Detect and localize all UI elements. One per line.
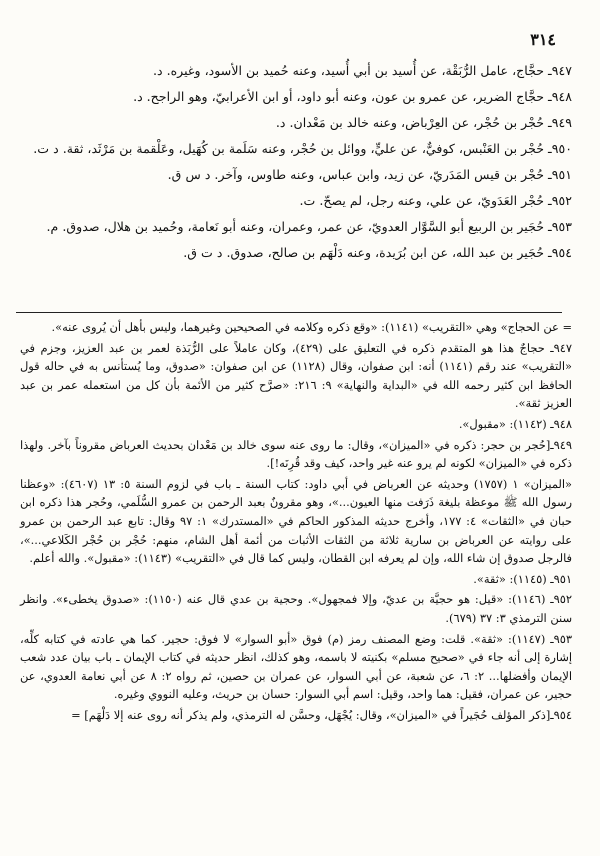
- note-947: ٩٤٧ـ حجاجٌ هذا هو المتقدم ذكره في التعليق على (٤٢٩)، وكان عاملاً على الرُّبَذة لعمر بن عبد العزيز، وجزم في «التقريب» عند رقم (١١٤١) أنه: ابن صفوان، وقال (١١٢٨) عن ابن صفوان: «صدوق، وما يُستأنس به في حاله قول الحافظ ابن كثير رحمه الله في «البداية والنهاية» ٩: ٢١٦: «صرَّح كثير من الأئمة بأن كل من استعمله عمر بن عبد العزيز ثقة».: [20, 340, 572, 411]
- note-948: ٩٤٨ـ (١١٤٢): «مقبول».: [458, 416, 572, 431]
- footnote-divider: [16, 312, 576, 316]
- note-continuation: = عن الحجاج» وهي «التقريب» (١١٤١): «وقع ذكره وكلامه في الصحيحين وغيرهما، وليس بأهل أن يُروى عنه».: [51, 320, 572, 334]
- note-953: ٩٥٣ـ (١١٤٧): «ثقة». قلت: وضع المصنف رمز (م) فوق «أبو السوار» لا فوق: حجير. كما هي عادته في كتابه كلِّه، إشارة إلى أنه جاء في «صحيح مسلم» بكنيته لا باسمه، وهو كذلك، انظر حديثه في كتاب الإيمان ـ باب بيان عدد شعب الإيمان وأفضلها... ٢: ٦، عن شعبة، عن أبي السوار، عن عمران بن حصين، ثم رواه ٢: ٨ عن أبي نعامة العدوي، عن حجير، عن عمران، فقيل: هما واحد، وقيل: اسم أبي السوار: حسان بن حريث، وعليه النووي وغيره.: [20, 631, 572, 702]
- note-949-header: ٩٤٩ـ[حُجر بن حجر: ذكره في «الميزان»، وقال: ما روى عنه سوى خالد بن مَعْدان بحديث العرباض مقروناً بآخر. ولهذا ذكره في «الميزان» لكونه لم يرو عنه غير واحد، كيف وقد قُرِنَه!].: [20, 437, 572, 471]
- entry-949: ٩٤٩ـ حُجْر بن حُجْر، عن العِرْباض، وعنه خالد بن مَعْدان. د.: [275, 115, 572, 130]
- entry-953: ٩٥٣ـ حُجَير بن الربيع أبو السَّوَّار العدويّ، عن عمر، وعمران، وعنه أبو نَعامة، وحُميد بن هلال، صدوق. م.: [46, 219, 572, 234]
- entry-950: ٩٥٠ـ حُجْر بن العَنْبس، كوفيٌّ، عن عليٍّ، ووائل بن حُجْر، وعنه سَلَمة بن كُهَيل، وعَلْقمة بن مَرْثَد، ثقة. د ت.: [33, 141, 572, 156]
- entry-948: ٩٤٨ـ حجَّاج الضرير، عن عمرو بن عون، وعنه أبو داود، أو ابن الأعرابيّ، وهو الراجح. د.: [133, 89, 572, 104]
- page-number: ٣١٤: [530, 30, 556, 49]
- note-952: ٩٥٢ـ (١١٤٦): «قيل: هو حجيَّة بن عديّ، وإلا فمجهول». وحجية بن عدي قال عنه (١١٥٠): «صدوق يخطىء». وانظر سنن الترمذي ٣: ٣٧ (٦٧٩).: [20, 592, 573, 625]
- entry-951: ٩٥١ـ حُجْر بن قيس المَدَريّ، عن زيد، وابن عباس، وعنه طاوس، وآخر. د س ق.: [167, 167, 572, 182]
- entry-947: ٩٤٧ـ حجَّاج، عامل الرُّبَقْة، عن أُسيد بن أبي أُسيد، وعنه حُميد بن الأسود، وغيره. د.: [152, 63, 572, 78]
- entry-952: ٩٥٢ـ حُجْر العَدَويّ، عن علي، وعنه رجل، لم يصحّ. ت.: [299, 193, 572, 208]
- main-entries: [20, 58, 572, 266]
- footnotes: [20, 318, 572, 726]
- divider-line: [16, 312, 562, 313]
- note-954: ٩٥٤ـ[ذكر المؤلف حُجَيراً في «الميزان»، وقال: يُجْهَل، وحسَّن له الترمذي، ولم يذكر أنه روى عنه إلا دَلْهَم] =: [71, 707, 572, 722]
- entry-954: ٩٥٤ـ حُجَير بن عبد الله، عن ابن بُرَيدة، وعنه دَلْهَم بن صالح، صدوق. د ت ق.: [183, 245, 572, 260]
- note-951: ٩٥١ـ (١١٤٥): «ثقة».: [473, 571, 572, 586]
- note-949-body: «الميزان» ١ (١٧٥٧) وحديثه عن العرباض في أبي داود: كتاب السنة ـ باب في لزوم السنة ٥: ١٣ (٤٦٠٧): «وعظنا رسول الله ﷺ موعظة بليغة ذَرَفت منها العيون...»، وهو مقرونٌ بعبد الرحمن بن عمرو السُّلَمي، وحُجر هذا ذكره ابن حبان في «الثقات» ٤: ١٧٧، وأخرج حديثه المذكور الحاكم في «المستدرك» ١: ٩٧ وقال: تابع عبد الرحمن بن عمرو على روايته عن العرباض بن سارية ثلاثة من الثقات الأثبات من أئمة أهل الشام، منهم: حُجْر بن حُجْر الكَلاعي...»، فالرجل صدوق إن شاء الله، وإن لم يعرفه ابن القطان، وليس كما قال في «التقريب» (١١٤٣): «مقبول». والله أعلم.: [20, 476, 573, 566]
